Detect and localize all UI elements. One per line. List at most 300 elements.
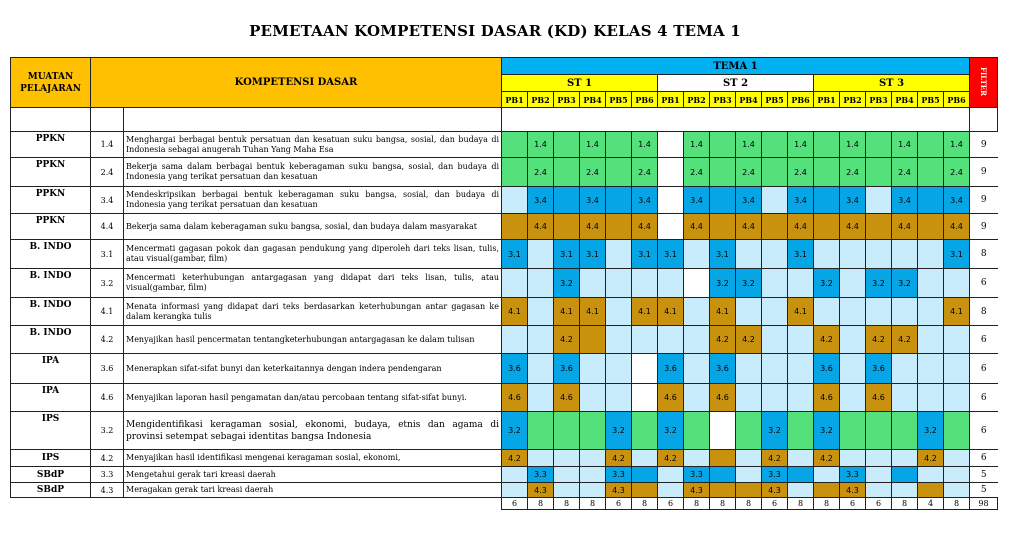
pb-cell <box>814 467 840 483</box>
pb-cell <box>606 326 632 354</box>
filter-count-cell: 9 <box>970 132 998 158</box>
pb-cell: 4.1 <box>632 298 658 326</box>
pb-cell <box>554 132 580 158</box>
kd-description-cell: Meragakan gerak tari kreasi daerah <box>124 483 502 498</box>
table-row <box>11 384 998 412</box>
pb-cell: 3.1 <box>554 240 580 269</box>
pb-cell: 1.4 <box>580 132 606 158</box>
total-cell: 6 <box>502 498 528 510</box>
header-pb: PB6 <box>632 92 658 108</box>
pb-cell: 4.4 <box>892 214 918 240</box>
pb-cell <box>892 412 918 450</box>
filter-count-cell: 9 <box>970 158 998 187</box>
pb-cell <box>528 326 554 354</box>
pb-cell <box>554 450 580 467</box>
header-pb: PB1 <box>814 92 840 108</box>
kd-number-cell: 4.4 <box>91 214 124 240</box>
pb-cell <box>554 483 580 498</box>
filter-count-cell: 5 <box>970 483 998 498</box>
pb-cell <box>710 132 736 158</box>
total-cell: 8 <box>892 498 918 510</box>
header-subtema: ST 3 <box>814 75 970 92</box>
header-kompetensi: KOMPETENSI DASAR <box>91 58 502 108</box>
pb-cell: 4.1 <box>502 298 528 326</box>
pb-cell: 4.6 <box>554 384 580 412</box>
pb-cell <box>814 214 840 240</box>
pb-cell <box>762 269 788 298</box>
pb-cell <box>918 298 944 326</box>
pb-cell <box>892 384 918 412</box>
kd-description-cell: Menerapkan sifat-sifat bunyi dan keterkaitannya dengan indera pendengaran <box>124 354 502 384</box>
pb-cell <box>736 483 762 498</box>
pb-cell <box>866 240 892 269</box>
header-pb: PB1 <box>658 92 684 108</box>
subject-cell: IPA <box>11 354 91 384</box>
pb-cell <box>554 187 580 214</box>
pb-cell <box>684 354 710 384</box>
kd-number-cell: 3.6 <box>91 354 124 384</box>
pb-cell <box>632 412 658 450</box>
pb-cell: 3.2 <box>502 412 528 450</box>
kd-description-cell: Mencermati keterhubungan antargagasan yang didapat dari teks lisan, tulis, atau visual(gambar, film) <box>124 269 502 298</box>
pb-cell <box>528 269 554 298</box>
pb-cell <box>918 354 944 384</box>
pb-cell <box>788 483 814 498</box>
table-row <box>11 187 998 214</box>
pb-cell <box>866 450 892 467</box>
table-row <box>11 132 998 158</box>
filter-count-cell: 6 <box>970 269 998 298</box>
kd-number-cell: 1.4 <box>91 132 124 158</box>
pb-cell <box>762 187 788 214</box>
pb-cell <box>502 269 528 298</box>
filter-count-cell: 6 <box>970 384 998 412</box>
pb-cell <box>892 450 918 467</box>
pb-cell: 4.4 <box>788 214 814 240</box>
pb-cell: 3.3 <box>684 467 710 483</box>
pb-cell: 4.2 <box>606 450 632 467</box>
pb-cell <box>684 450 710 467</box>
pb-cell: 3.4 <box>840 187 866 214</box>
pb-cell <box>502 158 528 187</box>
pb-cell: 3.1 <box>788 240 814 269</box>
header-filter <box>970 58 998 108</box>
kd-number-cell: 4.1 <box>91 298 124 326</box>
pb-cell: 4.3 <box>840 483 866 498</box>
pb-cell <box>762 132 788 158</box>
pb-cell <box>502 467 528 483</box>
filter-count-cell: 9 <box>970 214 998 240</box>
table-row <box>11 326 998 354</box>
pb-cell <box>632 269 658 298</box>
pb-cell: 4.1 <box>710 298 736 326</box>
pb-cell <box>606 187 632 214</box>
pb-cell: 4.6 <box>814 384 840 412</box>
total-cell: 8 <box>944 498 970 510</box>
filter-count-cell: 5 <box>970 467 998 483</box>
pb-cell <box>866 158 892 187</box>
pb-cell: 3.6 <box>502 354 528 384</box>
pb-cell <box>762 326 788 354</box>
pb-cell: 1.4 <box>632 132 658 158</box>
header-pb: PB4 <box>736 92 762 108</box>
pb-cell <box>840 354 866 384</box>
pb-cell: 3.6 <box>814 354 840 384</box>
pb-cell: 4.1 <box>658 298 684 326</box>
pb-cell <box>606 354 632 384</box>
subject-cell: PPKN <box>11 132 91 158</box>
pb-cell <box>866 214 892 240</box>
pb-cell <box>710 483 736 498</box>
pb-cell: 4.2 <box>814 326 840 354</box>
pb-cell <box>684 298 710 326</box>
kd-number-cell: 4.3 <box>91 483 124 498</box>
header-pb: PB3 <box>866 92 892 108</box>
pb-cell: 4.2 <box>918 450 944 467</box>
kd-description-cell: Menghargai berbagai bentuk persatuan dan kesatuan suku bangsa, sosial, dan budaya di Indonesia sebagai anugerah Tuhan Yang Maha Esa <box>124 132 502 158</box>
pb-cell: 3.2 <box>658 412 684 450</box>
total-cell: 6 <box>866 498 892 510</box>
total-cell: 4 <box>918 498 944 510</box>
kd-number-cell: 3.2 <box>91 412 124 450</box>
subject-cell: SBdP <box>11 483 91 498</box>
table-row <box>11 298 998 326</box>
pb-cell <box>658 132 684 158</box>
pb-cell <box>632 326 658 354</box>
pb-cell: 3.3 <box>606 467 632 483</box>
pb-cell <box>528 240 554 269</box>
pb-cell: 3.6 <box>658 354 684 384</box>
total-cell: 8 <box>632 498 658 510</box>
pb-cell: 3.1 <box>632 240 658 269</box>
pb-cell <box>918 384 944 412</box>
kd-number-cell: 3.2 <box>91 269 124 298</box>
kd-description-cell: Mencermati gagasan pokok dan gagasan pendukung yang diperoleh dari teks lisan, tulis, atau visual(gambar, film) <box>124 240 502 269</box>
pb-cell <box>710 158 736 187</box>
pb-cell <box>918 483 944 498</box>
pb-cell: 4.3 <box>762 483 788 498</box>
table-row <box>11 450 998 467</box>
pb-cell: 4.6 <box>710 384 736 412</box>
pb-cell <box>918 240 944 269</box>
pb-cell: 3.2 <box>762 412 788 450</box>
pb-cell: 1.4 <box>892 132 918 158</box>
pb-cell <box>762 354 788 384</box>
kd-number-cell: 4.2 <box>91 450 124 467</box>
pb-cell: 3.2 <box>736 269 762 298</box>
pb-cell <box>944 483 970 498</box>
pb-cell <box>892 240 918 269</box>
pb-cell <box>814 132 840 158</box>
pb-cell <box>502 483 528 498</box>
pb-cell <box>606 132 632 158</box>
pb-cell: 3.1 <box>710 240 736 269</box>
pb-cell: 3.2 <box>814 269 840 298</box>
pb-cell <box>580 483 606 498</box>
header-pb: PB4 <box>892 92 918 108</box>
pb-cell <box>840 240 866 269</box>
kd-description-cell: Bekerja sama dalam berbagai bentuk keberagaman suku bangsa, sosial, dan budaya di Indonesia yang terikat persatuan dan kesatuan <box>124 158 502 187</box>
pb-cell <box>814 187 840 214</box>
pb-cell: 4.3 <box>528 483 554 498</box>
pb-cell <box>554 412 580 450</box>
pb-cell <box>944 467 970 483</box>
filter-count-cell: 6 <box>970 326 998 354</box>
header-subtema: ST 1 <box>502 75 658 92</box>
pb-cell <box>892 483 918 498</box>
pb-cell <box>580 326 606 354</box>
header-pb: PB4 <box>580 92 606 108</box>
pb-cell: 3.3 <box>840 467 866 483</box>
header-tema: TEMA 1 <box>502 58 970 75</box>
pb-cell <box>788 269 814 298</box>
pb-cell <box>736 298 762 326</box>
pb-cell: 3.4 <box>580 187 606 214</box>
kd-number-cell: 3.3 <box>91 467 124 483</box>
table-row <box>11 467 998 483</box>
pb-cell <box>710 450 736 467</box>
total-cell: 8 <box>710 498 736 510</box>
pb-cell <box>736 384 762 412</box>
pb-cell <box>788 384 814 412</box>
pb-cell <box>658 483 684 498</box>
pb-cell <box>866 187 892 214</box>
pb-cell: 3.3 <box>528 467 554 483</box>
pb-cell <box>606 384 632 412</box>
pb-cell: 1.4 <box>944 132 970 158</box>
table-row <box>11 240 998 269</box>
header-pb: PB5 <box>606 92 632 108</box>
pb-cell: 3.2 <box>892 269 918 298</box>
header-pb: PB6 <box>944 92 970 108</box>
pb-cell <box>736 354 762 384</box>
pb-cell <box>658 326 684 354</box>
table-row <box>11 354 998 384</box>
header-pb: PB5 <box>918 92 944 108</box>
table-row <box>11 483 998 498</box>
pb-cell: 4.2 <box>814 450 840 467</box>
pb-cell: 2.4 <box>840 158 866 187</box>
pb-cell: 4.1 <box>788 298 814 326</box>
pb-cell <box>736 467 762 483</box>
pb-cell: 1.4 <box>684 132 710 158</box>
pb-cell: 3.2 <box>918 412 944 450</box>
kd-description-cell: Menata informasi yang didapat dari teks berdasarkan keterhubungan antar gagasan ke dalam kerangka tulis <box>124 298 502 326</box>
pb-cell <box>918 187 944 214</box>
pb-cell: 3.1 <box>944 240 970 269</box>
header-pb: PB1 <box>502 92 528 108</box>
pb-cell: 3.2 <box>866 269 892 298</box>
pb-cell <box>918 132 944 158</box>
pb-cell <box>684 384 710 412</box>
pb-cell <box>918 326 944 354</box>
pb-cell: 4.2 <box>892 326 918 354</box>
pb-cell: 3.1 <box>580 240 606 269</box>
pb-cell <box>684 412 710 450</box>
table-row <box>11 158 998 187</box>
pb-cell: 4.4 <box>632 214 658 240</box>
pb-cell <box>606 240 632 269</box>
pb-cell <box>658 158 684 187</box>
filter-count-cell: 8 <box>970 298 998 326</box>
pb-cell: 4.4 <box>528 214 554 240</box>
pb-cell <box>840 326 866 354</box>
kd-number-cell: 4.2 <box>91 326 124 354</box>
pb-cell <box>814 240 840 269</box>
page-title: PEMETAAN KOMPETENSI DASAR (KD) KELAS 4 TEMA 1 <box>249 22 741 40</box>
pb-cell <box>892 467 918 483</box>
header-pb: PB2 <box>684 92 710 108</box>
pb-cell <box>892 354 918 384</box>
filter-count-cell: 6 <box>970 450 998 467</box>
pb-cell: 4.6 <box>866 384 892 412</box>
pb-cell <box>606 269 632 298</box>
table-row <box>11 214 998 240</box>
header-pb: PB3 <box>710 92 736 108</box>
pb-cell <box>918 214 944 240</box>
pb-cell: 3.4 <box>528 187 554 214</box>
subject-cell: B. INDO <box>11 326 91 354</box>
pb-cell <box>892 298 918 326</box>
pb-cell <box>580 384 606 412</box>
pb-cell <box>736 240 762 269</box>
kd-description-cell: Bekerja sama dalam keberagaman suku bangsa, sosial, dan budaya dalam masyarakat <box>124 214 502 240</box>
filter-label: FILTER <box>979 67 988 96</box>
total-cell: 6 <box>658 498 684 510</box>
pb-cell <box>684 269 710 298</box>
header-pb: PB3 <box>554 92 580 108</box>
pb-cell <box>814 483 840 498</box>
pb-cell: 3.4 <box>892 187 918 214</box>
totals-row <box>11 498 998 510</box>
pb-cell <box>632 384 658 412</box>
pb-cell <box>866 467 892 483</box>
total-cell: 6 <box>762 498 788 510</box>
pb-cell: 3.1 <box>658 240 684 269</box>
pb-cell <box>788 412 814 450</box>
pb-cell <box>632 467 658 483</box>
header-pb: PB6 <box>788 92 814 108</box>
pb-cell <box>762 214 788 240</box>
pb-cell: 4.1 <box>580 298 606 326</box>
pb-cell <box>580 412 606 450</box>
pb-cell <box>866 132 892 158</box>
pb-cell: 2.4 <box>528 158 554 187</box>
pb-cell <box>918 158 944 187</box>
header-pb: PB5 <box>762 92 788 108</box>
grand-total-cell: 98 <box>970 498 998 510</box>
header-subtema: ST 2 <box>658 75 814 92</box>
pb-cell <box>944 450 970 467</box>
total-cell: 8 <box>528 498 554 510</box>
pb-cell: 2.4 <box>944 158 970 187</box>
kd-description-cell: Menyajikan laporan hasil pengamatan dan/atau percobaan tentang sifat-sifat bunyi. <box>124 384 502 412</box>
pb-cell: 3.2 <box>710 269 736 298</box>
pb-cell <box>918 269 944 298</box>
pb-cell <box>866 412 892 450</box>
filter-count-cell: 6 <box>970 412 998 450</box>
pb-cell <box>814 158 840 187</box>
kd-description-cell: Menyajikan hasil pencermatan tentangketerhubungan antargagasan ke dalam tulisan <box>124 326 502 354</box>
pb-cell <box>632 354 658 384</box>
pb-cell: 3.1 <box>502 240 528 269</box>
subject-cell: B. INDO <box>11 298 91 326</box>
pb-cell <box>502 214 528 240</box>
pb-cell <box>554 467 580 483</box>
pb-cell: 4.2 <box>554 326 580 354</box>
pb-cell: 1.4 <box>788 132 814 158</box>
subject-cell: IPS <box>11 450 91 467</box>
header-pb: PB2 <box>528 92 554 108</box>
pb-cell: 3.6 <box>710 354 736 384</box>
pb-cell <box>658 214 684 240</box>
subject-cell: PPKN <box>11 187 91 214</box>
pb-cell <box>762 384 788 412</box>
pb-cell <box>528 354 554 384</box>
kd-mapping-table <box>10 57 998 510</box>
pb-cell: 4.4 <box>840 214 866 240</box>
pb-cell: 4.4 <box>580 214 606 240</box>
pb-cell: 4.2 <box>866 326 892 354</box>
pb-cell <box>866 483 892 498</box>
pb-cell <box>840 384 866 412</box>
pb-cell: 3.4 <box>788 187 814 214</box>
kd-number-cell: 4.6 <box>91 384 124 412</box>
pb-cell: 1.4 <box>840 132 866 158</box>
pb-cell: 4.6 <box>502 384 528 412</box>
pb-cell <box>658 187 684 214</box>
pb-cell <box>944 354 970 384</box>
pb-cell <box>788 450 814 467</box>
pb-cell: 1.4 <box>528 132 554 158</box>
subject-cell: B. INDO <box>11 240 91 269</box>
pb-cell <box>944 384 970 412</box>
total-cell: 6 <box>606 498 632 510</box>
pb-cell <box>840 450 866 467</box>
filter-count-cell: 6 <box>970 354 998 384</box>
subject-cell: B. INDO <box>11 269 91 298</box>
pb-cell: 4.3 <box>684 483 710 498</box>
pb-cell: 4.2 <box>710 326 736 354</box>
pb-cell <box>684 240 710 269</box>
pb-cell: 4.1 <box>554 298 580 326</box>
pb-cell <box>554 214 580 240</box>
total-cell: 8 <box>736 498 762 510</box>
header-pb: PB2 <box>840 92 866 108</box>
header-muatan: MUATAN PELAJARAN <box>11 58 91 108</box>
total-cell: 6 <box>840 498 866 510</box>
pb-cell <box>658 269 684 298</box>
pb-cell <box>788 326 814 354</box>
pb-cell <box>840 269 866 298</box>
pb-cell: 4.2 <box>658 450 684 467</box>
kd-description-cell: Mengetahui gerak tari kreasi daerah <box>124 467 502 483</box>
pb-cell <box>710 187 736 214</box>
pb-cell <box>528 384 554 412</box>
pb-cell <box>580 269 606 298</box>
kd-description-cell: Mengidentifikasi keragaman sosial, ekonomi, budaya, etnis dan agama di provinsi setempat sebagai identitas bangsa Indonesia <box>124 412 502 450</box>
pb-cell: 3.4 <box>632 187 658 214</box>
pb-cell <box>710 412 736 450</box>
pb-cell: 4.4 <box>944 214 970 240</box>
pb-cell <box>710 214 736 240</box>
pb-cell <box>658 467 684 483</box>
pb-cell: 1.4 <box>736 132 762 158</box>
pb-cell <box>762 298 788 326</box>
pb-cell <box>788 354 814 384</box>
pb-cell <box>580 354 606 384</box>
kd-description-cell: Mendeskripsikan berbagai bentuk keberagaman suku bangsa, sosial, dan budaya di Indonesia yang terikat persatuan dan kesatuan <box>124 187 502 214</box>
